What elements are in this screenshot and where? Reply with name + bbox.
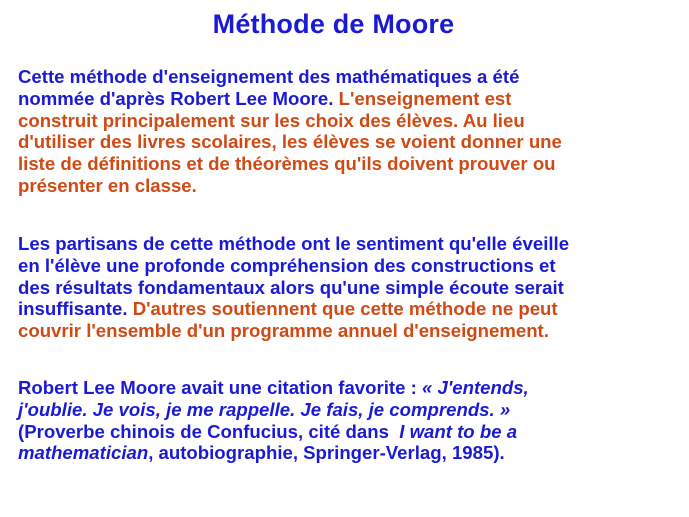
text-segment: D'autres soutiennent que cette méthode ne peut xyxy=(132,298,558,320)
text-line xyxy=(18,66,678,88)
text-line xyxy=(18,442,678,464)
text-segment: présenter en classe. xyxy=(18,174,197,196)
text-segment: « J'entends, xyxy=(421,377,529,398)
text-line xyxy=(18,399,678,421)
page-title: Méthode de Moore xyxy=(212,9,455,39)
text-line xyxy=(18,255,678,277)
paragraph-opinions xyxy=(18,233,678,342)
text-line xyxy=(18,88,678,110)
text-segment: liste de définitions et de théorèmes qu'ils doivent prouver ou xyxy=(18,153,556,175)
text-line xyxy=(18,110,678,132)
text-segment: insuffisante. xyxy=(18,298,133,320)
text-line xyxy=(18,233,678,255)
text-segment: Les partisans de cette méthode ont le sentiment qu'elle éveille xyxy=(18,233,570,254)
text-line xyxy=(18,421,678,443)
text-segment: L'enseignement est xyxy=(338,87,512,109)
text-segment: j'oublie. Je vois, je me rappelle. Je fais, je comprends. » xyxy=(18,398,511,420)
paragraph-definition xyxy=(18,66,678,197)
text-segment: Robert Lee Moore avait une citation favorite : xyxy=(18,377,422,398)
text-segment: couvrir l'ensemble d'un programme annuel d'enseignement. xyxy=(18,320,549,342)
text-segment: I want to be a xyxy=(399,420,518,442)
text-segment: des résultats fondamentaux alors qu'une simple écoute serait xyxy=(18,276,564,298)
text-segment: (Proverbe chinois de Confucius, cité dans xyxy=(18,420,400,442)
paragraph-citation xyxy=(18,377,678,464)
text-line xyxy=(18,377,678,399)
text-segment: construit principalement sur les choix des élèves. Au lieu xyxy=(18,109,525,131)
text-segment: d'utiliser des livres scolaires, les élèves se voient donner une xyxy=(18,131,562,153)
text-segment: nommée d'après Robert Lee Moore. xyxy=(18,87,339,109)
text-segment: en l'élève une profonde compréhension des constructions et xyxy=(18,254,556,276)
text-segment: Cette méthode d'enseignement des mathématiques a été xyxy=(18,66,520,87)
text-line xyxy=(18,153,678,175)
text-line xyxy=(18,175,678,197)
text-line xyxy=(18,320,678,342)
text-segment: , autobiographie, Springer-Verlag, 1985). xyxy=(148,442,505,464)
text-line xyxy=(18,277,678,299)
text-line xyxy=(18,298,678,320)
text-line xyxy=(18,131,678,153)
text-segment: mathematician xyxy=(18,442,149,464)
